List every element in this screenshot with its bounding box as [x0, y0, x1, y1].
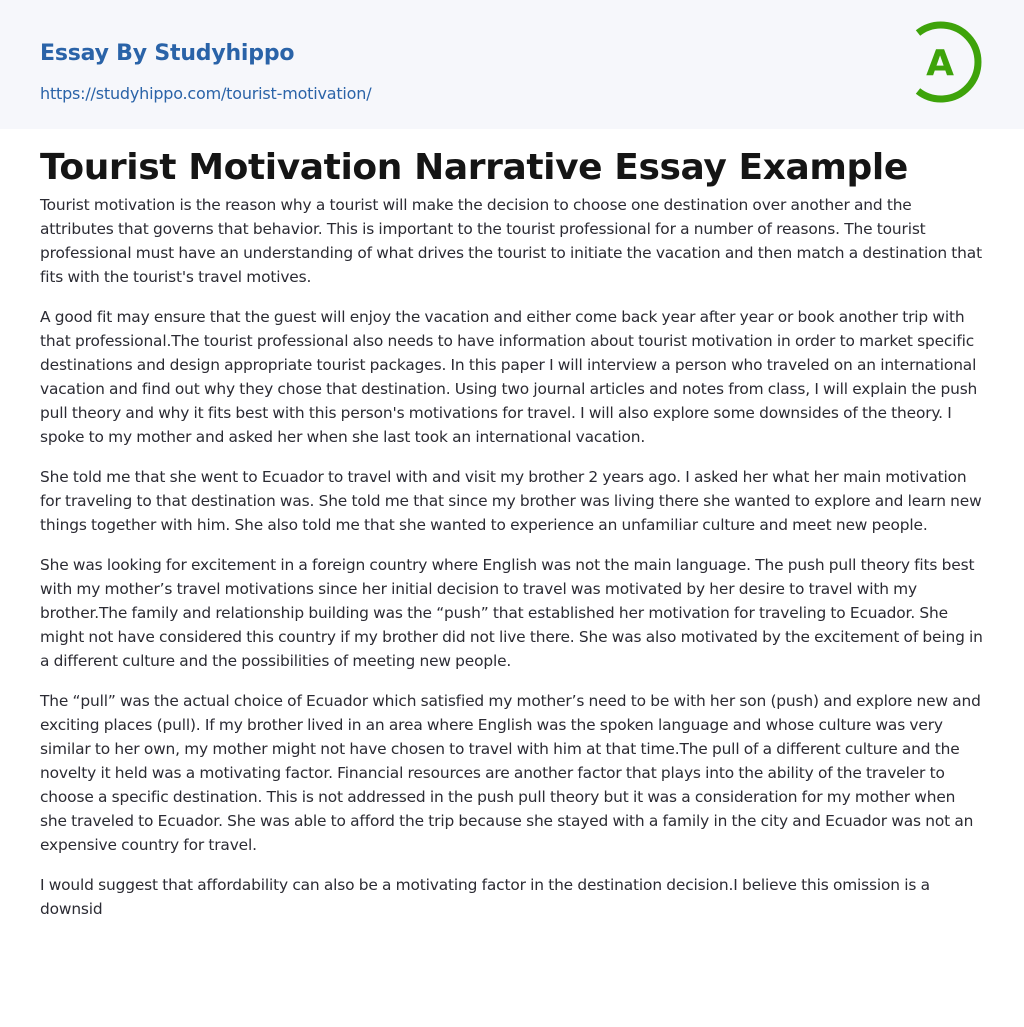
paragraph: I would suggest that affordability can also be a motivating factor in the destination decision.I believe this omission is a downsid	[40, 876, 930, 918]
site-header	[0, 0, 1024, 129]
paragraph: Tourist motivation is the reason why a tourist will make the decision to choose one destination over another and the attributes that governs that behavior. This is important to the tourist professional for a number of reasons. The tourist professional must have an understanding of what drives the tourist to initiate the vacation and then match a destination that fits with the tourist's travel motives.	[40, 196, 982, 286]
paragraph: She was looking for excitement in a foreign country where English was not the main language. The push pull theory fits best with my mother’s travel motivations since her initial decision to travel was motivated by her desire to travel with my brother.The family and relationship building was the “push” that established her motivation for traveling to Ecuador. She might not have considered this country if my brother did not live there. She was also motivated by the excitement of being in a different culture and the possibilities of meeting new people.	[40, 556, 983, 670]
logo-letter: A	[926, 43, 954, 84]
paragraph: She told me that she went to Ecuador to travel with and visit my brother 2 years ago. I asked her what her main motivation for traveling to that destination was. She told me that since my brother was living there she wanted to explore and learn new things together with him. She also told me that she wanted to experience an unfamiliar culture and meet new people.	[40, 468, 982, 534]
paragraph: The “pull” was the actual choice of Ecuador which satisfied my mother’s need to be with her son (push) and explore new and exciting places (pull). If my brother lived in an area where English was the spoken language and whose culture was very similar to her own, my mother might not have chosen to travel with him at that time.The pull of a different culture and the novelty it held was a motivating factor. Financial resources are another factor that plays into the ability of the traveler to choose a specific destination. This is not addressed in the push pull theory but it was a consideration for my mother when she traveled to Ecuador. She was able to afford the trip because she stayed with a family in the city and Ecuador was not an expensive country for travel.	[40, 692, 981, 854]
paragraph: A good fit may ensure that the guest will enjoy the vacation and either come back year after year or book another trip with that professional.The tourist professional also needs to have information about tourist motivation in order to market specific destinations and design appropriate tourist packages. In this paper I will interview a person who traveled on an international vacation and find out why they chose that destination. Using two journal articles and notes from class, I will explain the push pull theory and why it fits best with this person's motivations for travel. I will also explore some downsides of the theory. I spoke to my mother and asked her when she last took an international vacation.	[40, 308, 978, 446]
brand-title: Essay By Studyhippo	[40, 41, 295, 66]
article	[0, 147, 1024, 921]
source-url-link[interactable]: https://studyhippo.com/tourist-motivation/	[40, 84, 372, 103]
page-title: Tourist Motivation Narrative Essay Example	[40, 147, 908, 188]
article-body	[40, 193, 984, 921]
studyhippo-logo-icon	[912, 19, 986, 105]
